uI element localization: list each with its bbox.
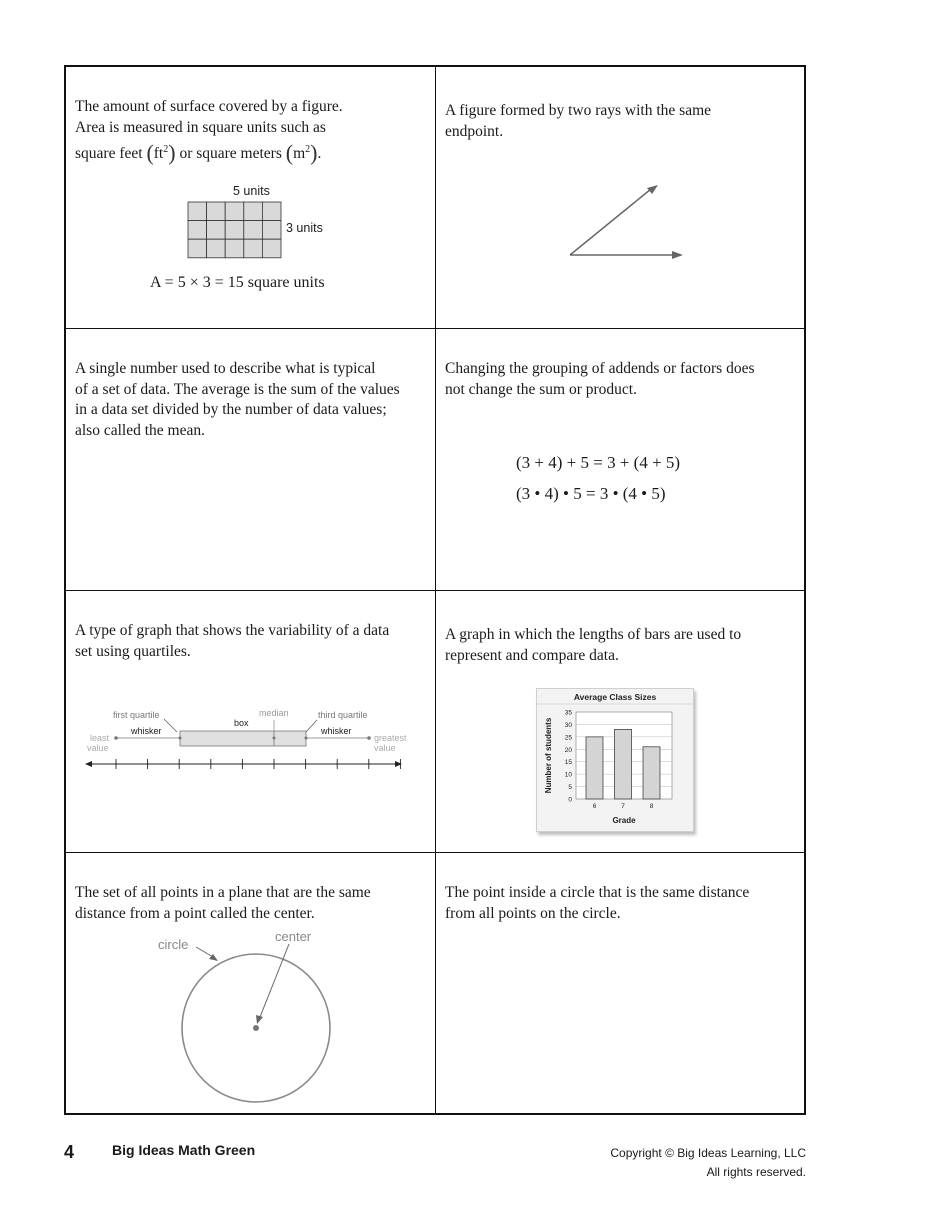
card-box-and-whisker-plot (66, 591, 436, 853)
third-quartile-dot (305, 737, 308, 740)
circle-line-2: distance from a point called the center. (75, 904, 315, 922)
angle-figure (556, 177, 696, 267)
circle-pointer (196, 947, 213, 957)
label-whisker-left: whisker (131, 726, 162, 736)
width-label: 5 units (233, 184, 270, 198)
label-greatest: greatest (374, 733, 407, 743)
angle-line-1: A figure formed by two rays with the same (445, 102, 712, 119)
bar (586, 737, 603, 799)
box-plot-figure (81, 701, 421, 776)
x-tick-label: 6 (592, 803, 597, 810)
unit-square (225, 202, 244, 221)
y-tick-label: 0 (568, 796, 572, 804)
y-tick-label: 20 (564, 746, 572, 754)
card-associative-property (436, 329, 806, 591)
unit-square (244, 239, 263, 258)
unit-square (262, 221, 281, 240)
associative-definition (445, 359, 798, 400)
label-median: median (259, 708, 289, 718)
center-point (253, 1025, 259, 1031)
unit-ft: ft (153, 145, 164, 163)
average-line-3: in a data set divided by the number of data values; (75, 401, 387, 418)
area-line-3: square feet $(ft^2)$ or square meters $(m^2)$. (75, 140, 322, 166)
card-area (66, 67, 436, 329)
associative-line-2: not change the sum or product. (445, 380, 637, 398)
bar-graph-line-2: represent and compare data. (445, 646, 619, 664)
center-definition (445, 883, 798, 924)
circle-figure (146, 929, 346, 1109)
label-whisker-right: whisker (321, 726, 352, 736)
area-period: . (317, 145, 322, 163)
area-text-square-feet: square feet (75, 145, 143, 163)
angle-line-2: endpoint. (445, 122, 504, 140)
circle-definition (75, 883, 427, 924)
unit-square (244, 221, 263, 240)
box (180, 731, 306, 746)
unit-square (207, 221, 226, 240)
exponent-ft: 2 (163, 144, 169, 155)
card-center (436, 853, 806, 1115)
unit-square (225, 239, 244, 258)
arrowhead-ray-2 (672, 251, 683, 259)
unit-square (188, 239, 207, 258)
y-tick-label: 30 (564, 721, 572, 729)
unit-square-grid (188, 202, 281, 258)
center-pointer-arrowhead (256, 1015, 263, 1024)
unit-square (225, 221, 244, 240)
median-dot (273, 737, 276, 740)
unit-square (188, 221, 207, 240)
label-first-quartile: first quartile (113, 710, 160, 720)
height-label: 3 units (286, 221, 323, 235)
area-formula: A = 5 × 3 = 15 square units (150, 274, 325, 291)
y-axis-label: Number of students (544, 717, 553, 794)
third-quartile-pointer (306, 720, 317, 732)
page-number: 4 (64, 1142, 75, 1162)
unit-square (262, 239, 281, 258)
card-average (66, 329, 436, 591)
x-tick-label: 8 (649, 803, 654, 810)
greatest-value-dot (367, 736, 371, 740)
unit-square (207, 239, 226, 258)
first-quartile-pointer (164, 719, 177, 732)
vocabulary-card-grid (64, 65, 806, 1115)
center-line-1: The point inside a circle that is the same distance (445, 884, 750, 901)
card-circle (66, 853, 436, 1115)
y-tick-label: 15 (564, 759, 572, 767)
unit-square (262, 202, 281, 221)
bar-graph-line-1: A graph in which the lengths of bars are used to (445, 626, 742, 643)
label-greatest-value: value (374, 743, 396, 753)
number-line-left-arrow (85, 761, 92, 767)
area-text-square-meters: or square meters (179, 145, 282, 163)
box-plot-line-2: set using quartiles. (75, 642, 191, 660)
average-line-1: A single number used to describe what is typical (75, 360, 376, 377)
average-line-4: also called the mean. (75, 421, 205, 439)
box-plot-definition (75, 621, 427, 662)
associative-addition-equation: (3 + 4) + 5 = 3 + (4 + 5) (516, 453, 681, 472)
unit-m: m (293, 145, 306, 163)
box-plot-line-1: A type of graph that shows the variability of a data (75, 622, 390, 639)
angle-definition (445, 101, 798, 142)
x-tick-label: 7 (621, 803, 625, 810)
rights-text: All rights reserved. (706, 1165, 806, 1179)
y-tick-label: 25 (564, 734, 572, 742)
center-line-2: from all points on the circle. (445, 904, 621, 922)
bar-graph-definition (445, 625, 798, 666)
label-center: center (275, 929, 312, 944)
y-tick-label: 5 (568, 784, 572, 792)
first-quartile-dot (179, 737, 182, 740)
unit-square (244, 202, 263, 221)
exponent-m: 2 (305, 144, 311, 155)
bar (643, 747, 660, 799)
bar (615, 729, 632, 799)
area-definition (75, 97, 427, 165)
copyright-text: Copyright © Big Ideas Learning, LLC (610, 1146, 806, 1160)
label-third-quartile: third quartile (318, 710, 368, 720)
unit-square (188, 202, 207, 221)
label-least: least (90, 733, 110, 743)
bar-chart (537, 689, 693, 831)
card-bar-graph (436, 591, 806, 853)
least-value-dot (114, 736, 118, 740)
y-tick-label: 10 (564, 771, 572, 779)
book-title: Big Ideas Math Green (112, 1142, 256, 1158)
area-line-1: The amount of surface covered by a figure. (75, 98, 343, 115)
bar-chart-panel (536, 688, 694, 832)
unit-square (207, 202, 226, 221)
card-angle (436, 67, 806, 329)
label-box: box (234, 718, 249, 728)
chart-title: Average Class Sizes (573, 692, 657, 702)
average-definition (75, 359, 427, 441)
label-circle: circle (158, 937, 189, 952)
copyright-notice (610, 1144, 806, 1182)
arrowhead-ray-1 (647, 185, 658, 194)
associative-multiplication-equation: (3 • 4) • 5 = 3 • (4 • 5) (516, 484, 666, 503)
number-line-right-arrow (395, 761, 402, 767)
circle-line-1: The set of all points in a plane that are the same (75, 884, 371, 901)
label-least-value: value (87, 743, 109, 753)
associative-line-1: Changing the grouping of addends or factors does (445, 360, 755, 377)
average-line-2: of a set of data. The average is the sum of the values (75, 380, 400, 398)
area-rectangle-figure (176, 181, 346, 261)
ray-1 (570, 189, 651, 255)
x-axis-label: Grade (612, 816, 636, 825)
area-line-2: Area is measured in square units such as (75, 118, 326, 136)
y-tick-label: 35 (564, 709, 572, 717)
